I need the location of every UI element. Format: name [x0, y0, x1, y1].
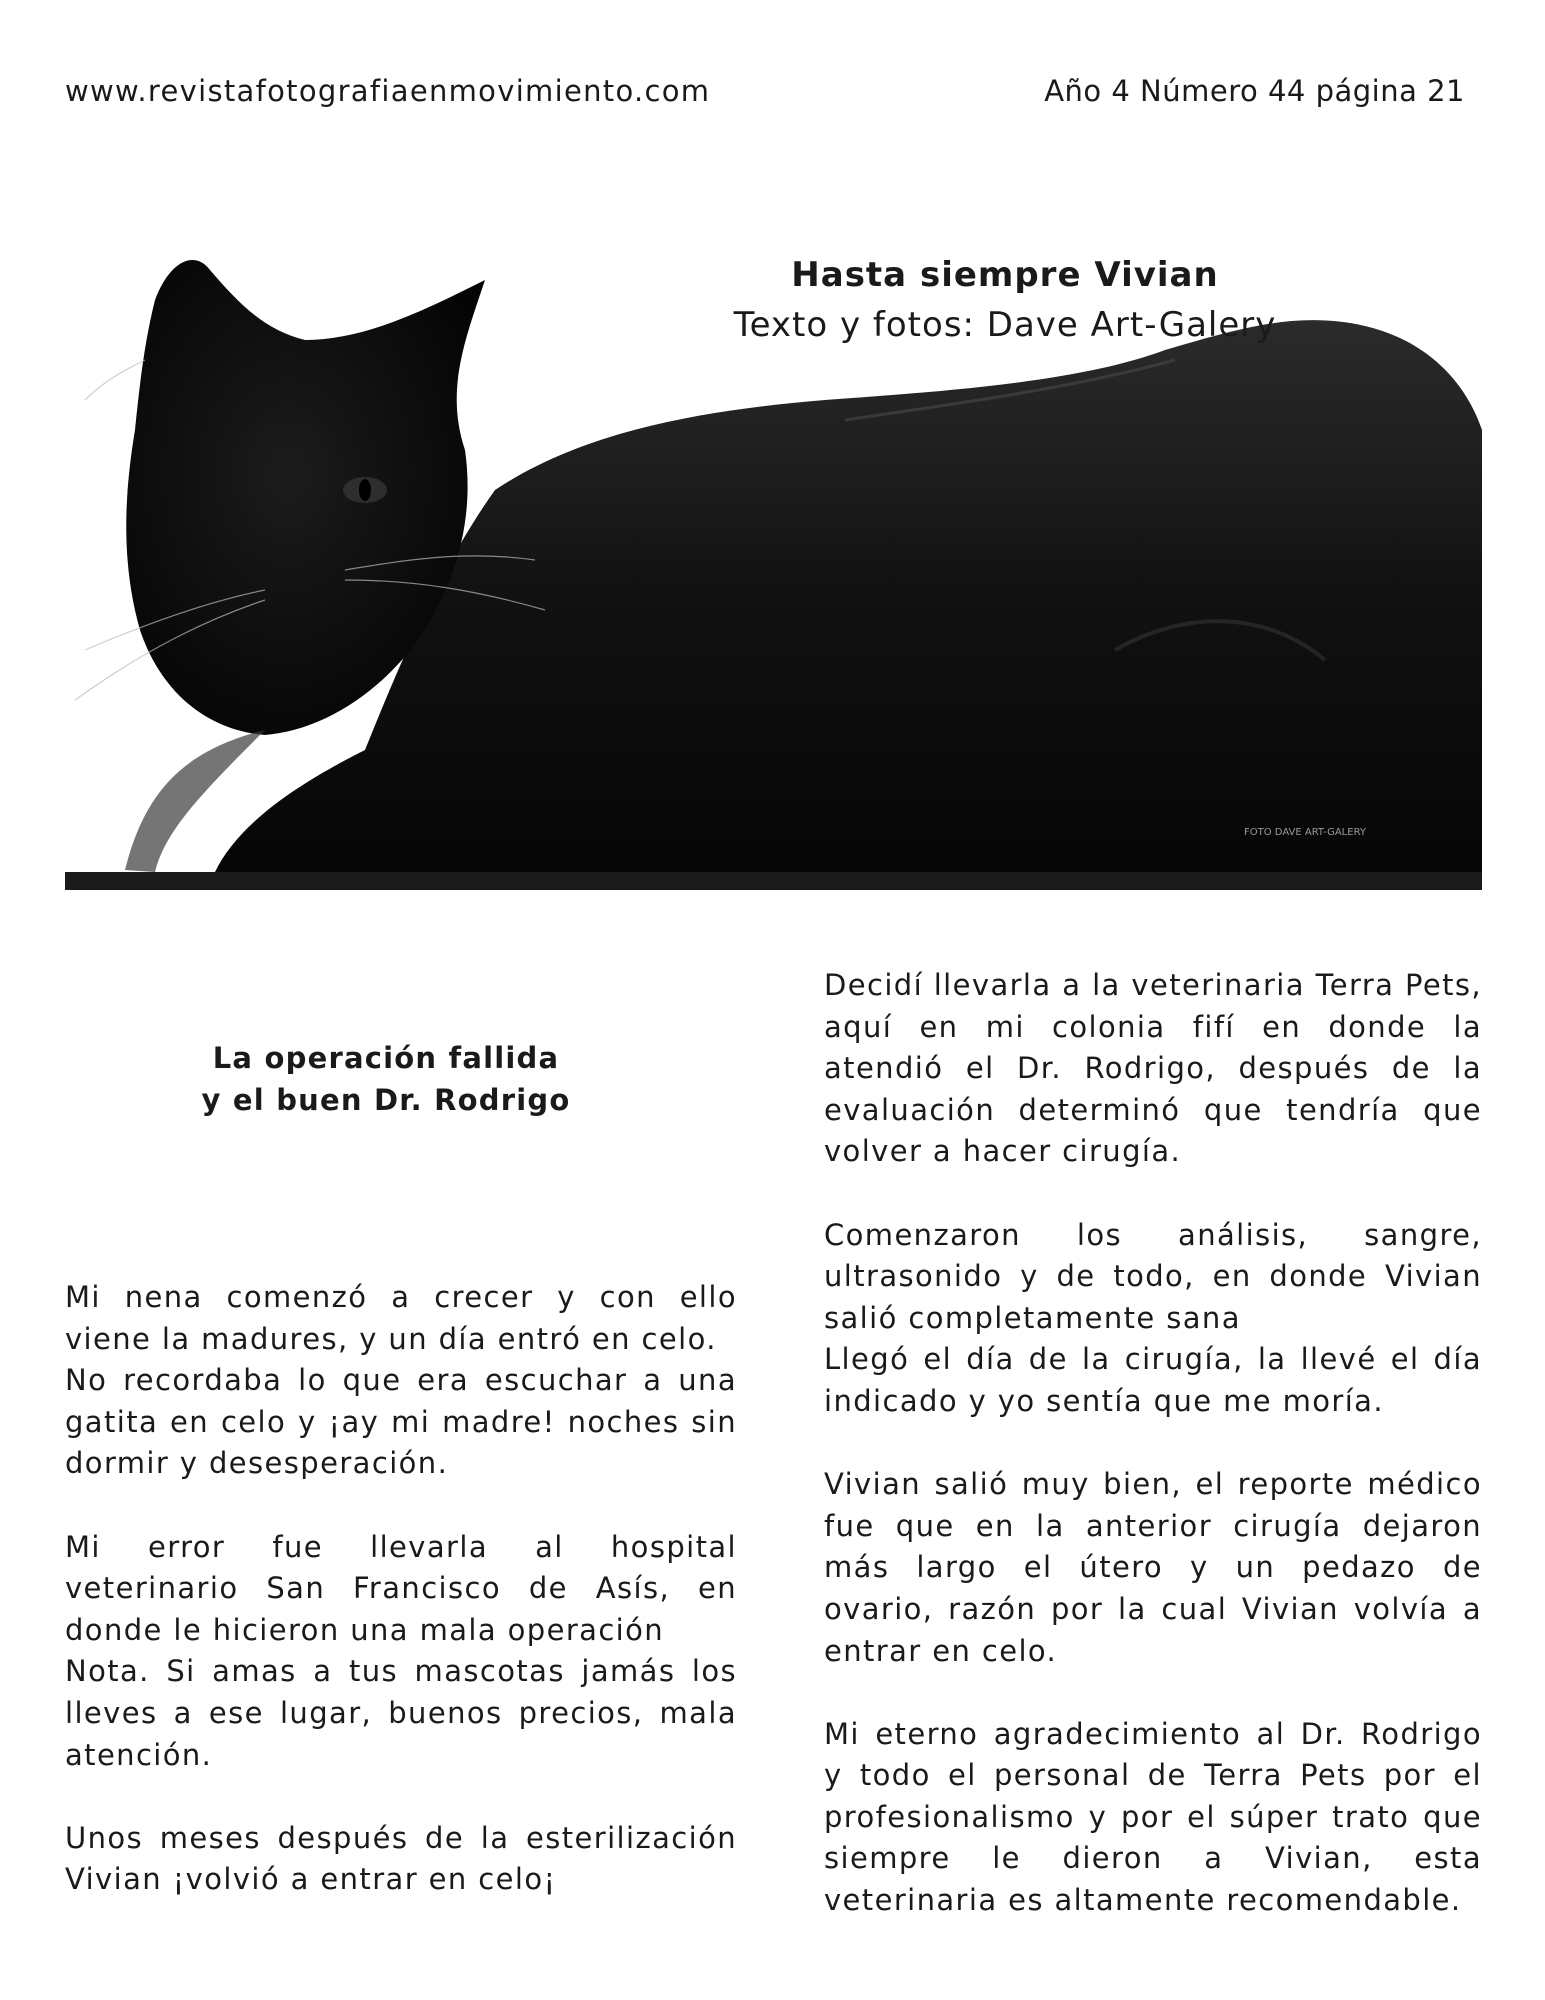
paragraph: Mi eterno agradecimiento al Dr. Rodrigo y todo el personal de Terra Pets por el profesionalismo y por el súper trato que siempre le dieron a Vivian, esta veterinaria es altamente recomendable.: [824, 1716, 1482, 1918]
article-credit: Texto y fotos: Dave Art-Galery: [733, 305, 1277, 345]
right-column: [824, 965, 1482, 1963]
left-column: [65, 965, 737, 1943]
subheading-line-1: La operación fallida: [212, 1041, 560, 1075]
article-title-block: [640, 255, 1370, 345]
paragraph: Unos meses después de la esterilización Vivian ¡volvió a entrar en celo¡: [65, 1820, 737, 1897]
subheading-line-2: y el buen Dr. Rodrigo: [201, 1083, 571, 1117]
section-subheading: [65, 1037, 737, 1121]
paragraph: No recordaba lo que era escuchar a una gatita en celo y ¡ay mi madre! noches sin dormir y desesperación.: [65, 1363, 737, 1481]
paragraph: Mi error fue llevarla al hospital veterinario San Francisco de Asís, en donde le hicieron una mala operación: [65, 1529, 737, 1647]
paragraph: Comenzaron los análisis, sangre, ultrasonido y de todo, en donde Vivian salió completamente sana: [824, 1217, 1482, 1335]
paragraph: Llegó el día de la cirugía, la llevé el día indicado y yo sentía que me moría.: [824, 1342, 1482, 1418]
article-title: Hasta siempre Vivian: [791, 255, 1219, 295]
paragraph: Mi nena comenzó a crecer y con ello viene la madures, y un día entró en celo.: [65, 1280, 737, 1356]
floor-line: [65, 872, 1482, 890]
paragraph: Nota. Si amas a tus mascotas jamás los lleves a ese lugar, buenos precios, mala atención.: [65, 1654, 737, 1772]
photo-watermark: FOTO DAVE ART-GALERY: [1244, 827, 1366, 838]
paragraph: Decidí llevarla a la veterinaria Terra Pets, aquí en mi colonia fifí en donde la atendió el Dr. Rodrigo, después de la evaluación determinó que tendría que volver a hacer cirugía.: [824, 968, 1482, 1169]
site-url[interactable]: www.revistafotografiaenmovimiento.com: [65, 74, 711, 108]
issue-info: Año 4 Número 44 página 21: [1044, 74, 1465, 108]
paragraph: Vivian salió muy bien, el reporte médico fue que en la anterior cirugía dejaron más largo el útero y un pedazo de ovario, razón por la cual Vivian volvía a entrar en celo.: [824, 1467, 1482, 1668]
